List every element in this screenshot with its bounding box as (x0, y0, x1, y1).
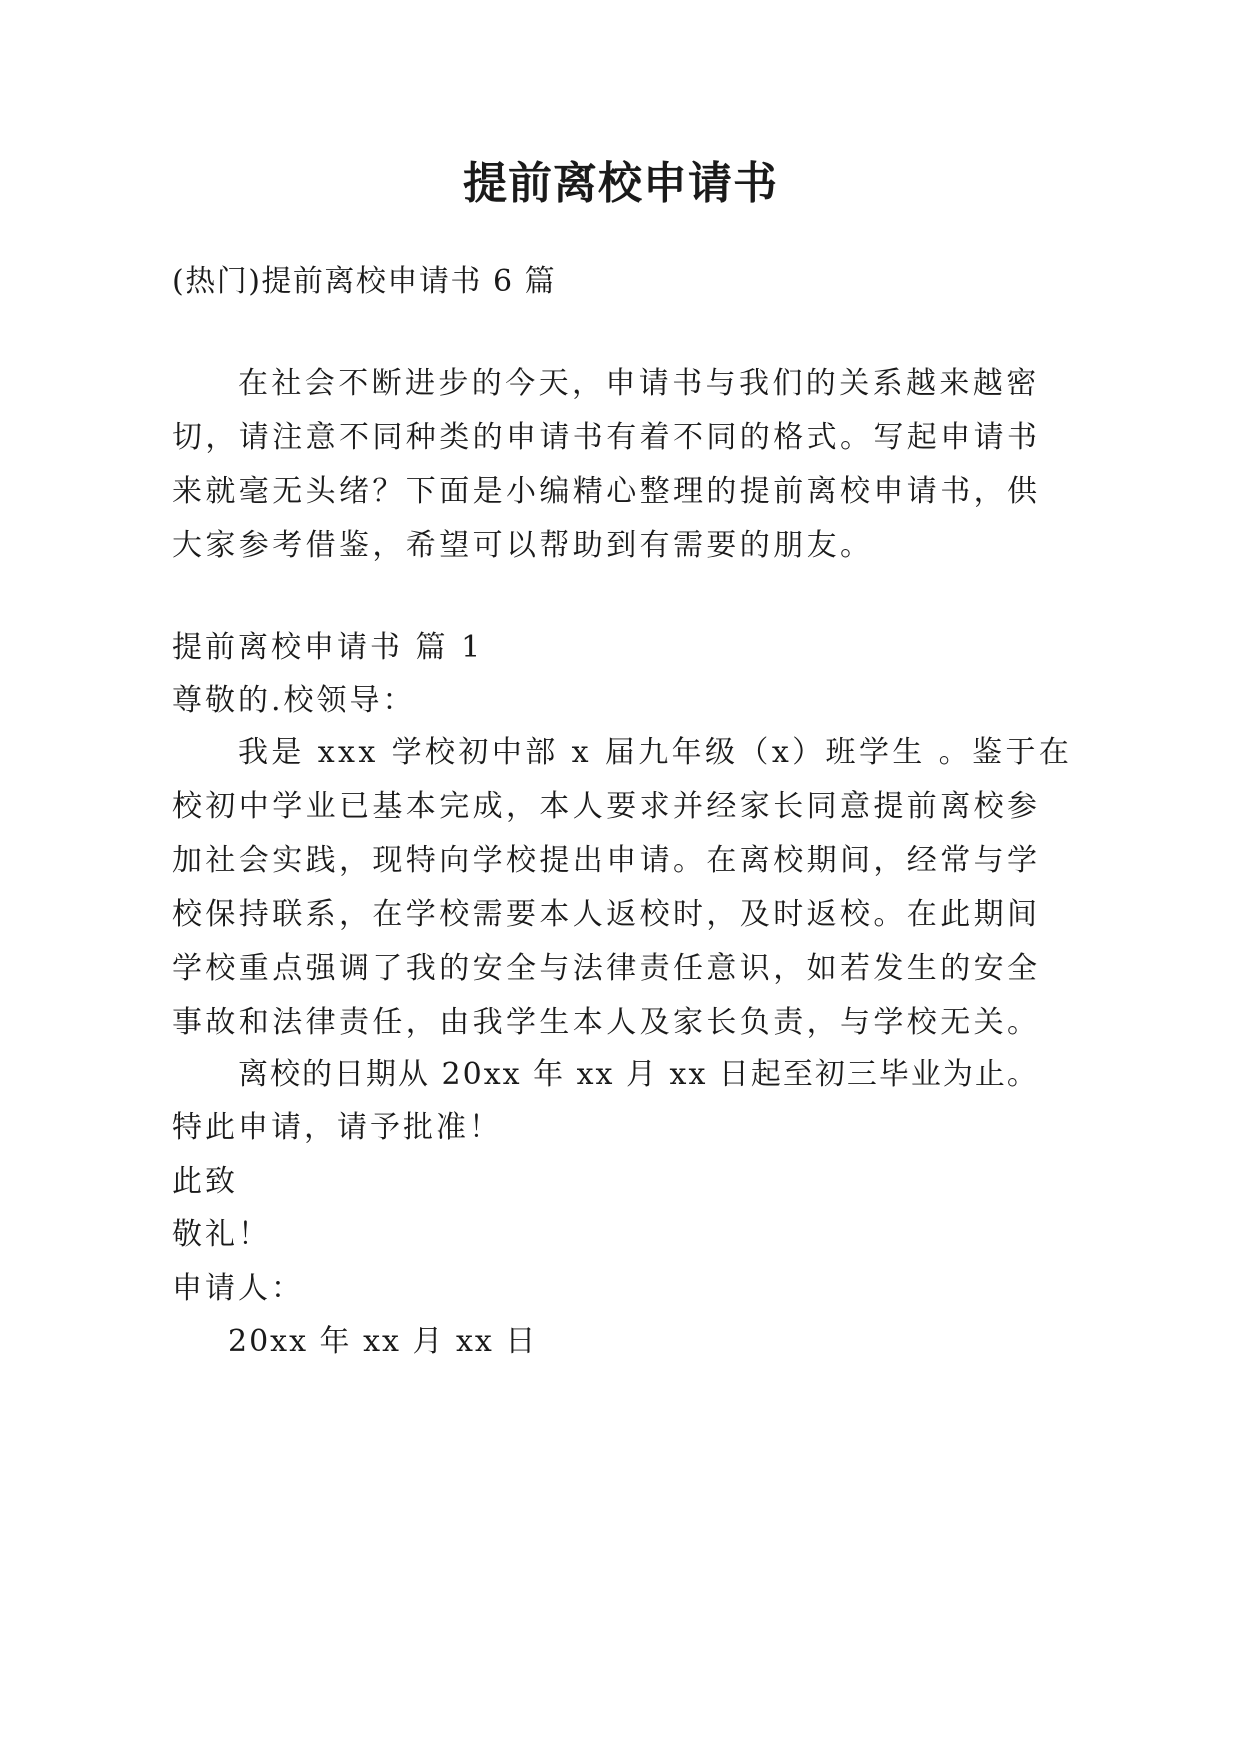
letter-line: 我是 xxx 学校初中部 x 届九年级（x）班学生 。鉴于在 (238, 735, 1073, 770)
closing-line: 此致 (172, 1164, 238, 1199)
document-title: 提前离校申请书 (463, 158, 778, 209)
letter-line: 校保持联系，在学校需要本人返校时，及时返校。在此期间 (172, 897, 1041, 932)
letter-line: 学校重点强调了我的安全与法律责任意识，如若发生的安全 (172, 951, 1041, 986)
applicant-label: 申请人： (172, 1271, 304, 1306)
intro-line: 在社会不断进步的今天，申请书与我们的关系越来越密 (238, 366, 1040, 401)
intro-line: 大家参考借鉴，希望可以帮助到有需要的朋友。 (172, 528, 874, 563)
intro-line: 切，请注意不同种类的申请书有着不同的格式。写起申请书 (172, 420, 1041, 455)
letter-line: 事故和法律责任，由我学生本人及家长负责，与学校无关。 (172, 1005, 1041, 1040)
letter-line: 校初中学业已基本完成，本人要求并经家长同意提前离校参 (172, 789, 1041, 824)
date-range: 离校的日期从 20xx 年 xx 月 xx 日起至初三毕业为止。 (238, 1057, 1039, 1092)
salutation: 尊敬的.校领导： (172, 683, 416, 718)
section-heading: 提前离校申请书 篇 1 (172, 630, 484, 665)
intro-line: 来就毫无头绪？下面是小编精心整理的提前离校申请书，供 (172, 474, 1041, 509)
sign-date: 20xx 年 xx 月 xx 日 (228, 1324, 538, 1359)
request-line: 特此申请，请予批准！ (172, 1110, 502, 1145)
document-subtitle: (热门)提前离校申请书 6 篇 (172, 264, 557, 299)
closing-line: 敬礼！ (172, 1217, 271, 1252)
letter-line: 加社会实践，现特向学校提出申请。在离校期间，经常与学 (172, 843, 1041, 878)
